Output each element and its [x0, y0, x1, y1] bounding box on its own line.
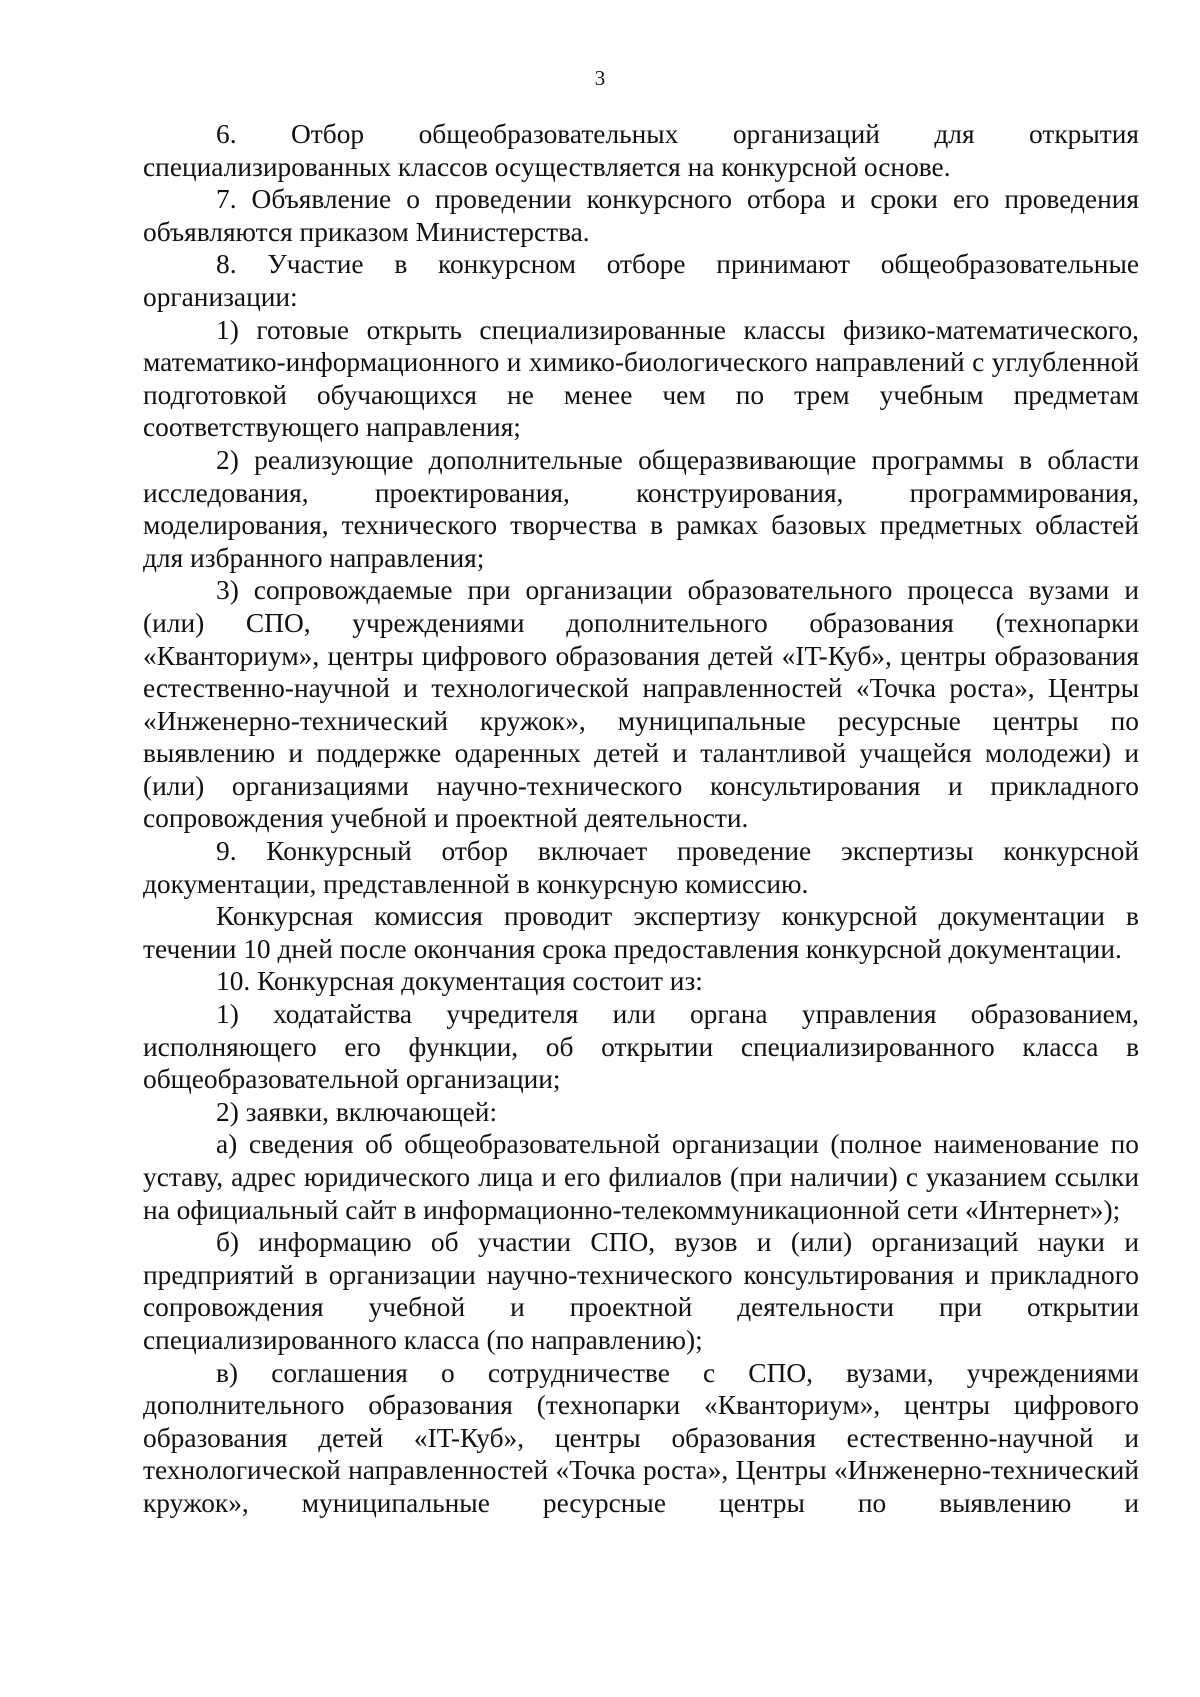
paragraph-9: 9. Конкурсный отбор включает проведение экспертизы конкурсной документации, представленной в конкурсную комиссию.	[143, 836, 1139, 899]
paragraph-7: 7. Объявление о проведении конкурсного отбора и сроки его проведения объявляются приказом Министерства.	[143, 184, 1139, 247]
page-number: 3	[594, 66, 606, 90]
document-body	[143, 118, 1139, 1520]
paragraph-10-item-2-v: в) соглашения о сотрудничестве с СПО, вузами, учреждениями дополнительного образования (технопарки «Кванториум», центры цифрового образования детей «IT-Куб», центры образования естественно-научной и технологической направленностей «Точка роста», Центры «Инженерно-технический кружок», муниципальные ресурсные центры по выявлению и	[143, 1357, 1139, 1518]
paragraph-10: 10. Конкурсная документация состоит из:	[216, 966, 703, 997]
paragraph-6: 6. Отбор общеобразовательных организаций для открытия специализированных классов осуществляется на конкурсной основе.	[143, 119, 1139, 182]
paragraph-8-item-3: 3) сопровождаемые при организации образовательного процесса вузами и (или) СПО, учреждениями дополнительного образования (технопарки «Кванториум», центры цифрового образования детей «IT-Куб», центры образования естественно-научной и технологической направленностей «Точка роста», Центры «Инженерно-технический кружок», муниципальные ресурсные центры по выявлению и поддержке одаренных детей и талантливой учащейся молодежи) и (или) организациями научно-технического консультирования и прикладного сопровождения учебной и проектной деятельности.	[143, 575, 1139, 834]
paragraph-10-item-1: 1) ходатайства учредителя или органа управления образованием, исполняющего его функции, об открытии специализированного класса в общеобразовательной организации;	[143, 999, 1139, 1095]
paragraph-8-item-1: 1) готовые открыть специализированные классы физико-математического, математико-информационного и химико-биологического направлений с углубленной подготовкой обучающихся не менее чем по трем учебным предметам соответствующего направления;	[143, 314, 1139, 443]
paragraph-8: 8. Участие в конкурсном отборе принимают общеобразовательные организации:	[143, 249, 1139, 312]
paragraph-8-item-2: 2) реализующие дополнительные общеразвивающие программы в области исследования, проектирования, конструирования, программирования, моделирования, технического творчества в рамках базовых предметных областей для избранного направления;	[143, 444, 1139, 573]
paragraph-10-item-2: 2) заявки, включающей:	[216, 1096, 498, 1127]
paragraph-10-item-2-a: а) сведения об общеобразовательной организации (полное наименование по уставу, адрес юридического лица и его филиалов (при наличии) с указанием ссылки на официальный сайт в информационно-телекоммуникационной сети «Интернет»);	[143, 1129, 1139, 1225]
paragraph-10-item-2-b: б) информацию об участии СПО, вузов и (или) организаций науки и предприятий в организации научно-технического консультирования и прикладного сопровождения учебной и проектной деятельности при открытии специализированного класса (по направлению);	[143, 1227, 1139, 1355]
paragraph-9-commission: Конкурсная комиссия проводит экспертизу конкурсной документации в течении 10 дней после окончания срока предоставления конкурсной документации.	[143, 901, 1139, 964]
